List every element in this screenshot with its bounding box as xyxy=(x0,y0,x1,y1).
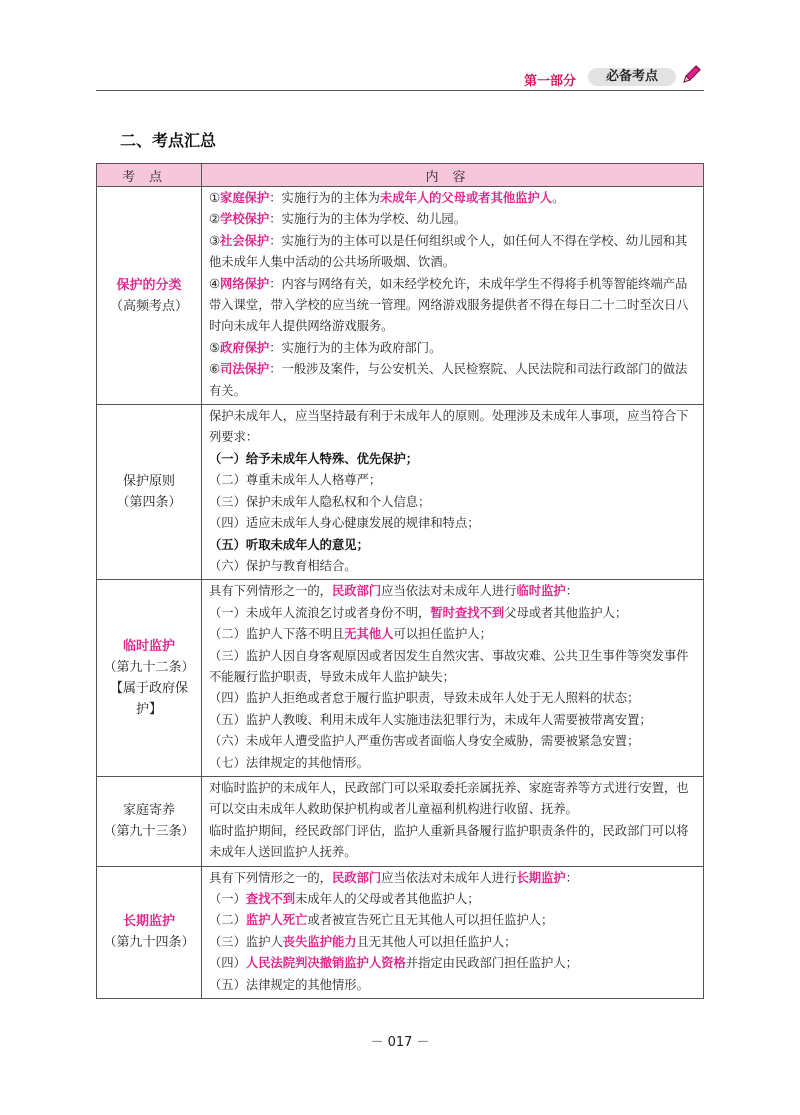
part-label: 第一部分 xyxy=(523,74,576,89)
topic-cell xyxy=(97,776,202,866)
content-cell xyxy=(202,866,704,998)
list-item: （一）未成年人流浪乞讨或者身份不明，暂时查找不到父母或者其他监护人； xyxy=(209,605,628,620)
list-item: ④网络保护：内容与网络有关，如未经学校允许，未成年学生不得将手机等智能终端产品带入课堂，带入学校的应当统一管理。网络游戏服务提供者不得在每日二十二时至次日八时向未成年人提供网络游戏服务。 xyxy=(209,276,689,334)
page-number: － 017 － xyxy=(370,1035,430,1050)
list-item: 保护未成年人，应当坚持最有利于未成年人的原则。处理涉及未成年人事项，应当符合下列要求： xyxy=(209,409,689,445)
list-item: （六）保护与教育相结合。 xyxy=(209,558,357,573)
list-item: ①家庭保护：实施行为的主体为未成年人的父母或者其他监护人。 xyxy=(209,191,565,205)
topic-subtitle: （第九十四条） xyxy=(103,935,195,951)
list-item: （六）未成年人遭受监护人严重伤害或者面临人身安全威胁，需要被紧急安置； xyxy=(209,734,640,749)
topic-cell xyxy=(97,580,202,777)
topic-cell xyxy=(97,405,202,580)
topic-title: 长期监护 xyxy=(122,914,175,930)
table-row xyxy=(97,776,704,866)
column-header-topic: 考点 xyxy=(97,164,202,187)
list-item: （三）监护人因自身客观原因或者因发生自然灾害、事故灾难、公共卫生事件等突发事件不能履行监护职责，导致未成年人监护缺失； xyxy=(209,648,689,684)
list-item: ②学校保护：实施行为的主体为学校、幼儿园。 xyxy=(209,212,466,227)
list-item: （三）保护未成年人隐私权和个人信息； xyxy=(209,494,431,509)
list-item: （二）尊重未成年人人格尊严； xyxy=(209,473,382,488)
list-item: （一）查找不到未成年人的父母或者其他监护人； xyxy=(209,892,480,906)
table-row xyxy=(97,187,704,405)
table-row xyxy=(97,866,704,998)
list-item: （二）监护人下落不明且无其他人可以担任监护人； xyxy=(209,627,492,642)
topic-cell xyxy=(97,866,202,998)
list-item: （四）适应未成年人身心健康发展的规律和特点； xyxy=(209,516,480,531)
list-item: ⑤政府保护：实施行为的主体为政府部门。 xyxy=(209,340,442,355)
list-item: （五）法律规定的其他情形。 xyxy=(209,977,369,992)
summary-table xyxy=(96,163,704,999)
list-item: （四）人民法院判决撤销监护人资格并指定由民政部门担任监护人； xyxy=(209,956,578,971)
topic-subtitle: （高频考点） xyxy=(109,298,188,314)
list-item: 具有下列情形之一的，民政部门应当依法对未成年人进行长期监护： xyxy=(209,870,578,885)
list-item: （五）听取未成年人的意见； xyxy=(209,537,369,552)
topic-title: 临时监护 xyxy=(122,639,175,655)
topic-title: 保护的分类 xyxy=(116,277,182,293)
list-item: （二）监护人死亡或者被宣告死亡且无其他人可以担任监护人； xyxy=(209,913,554,928)
list-item: （五）监护人教唆、利用未成年人实施违法犯罪行为，未成年人需要被带离安置； xyxy=(209,712,652,727)
list-item: （七）法律规定的其他情形。 xyxy=(209,755,369,770)
topic-subtitle: （第四条） xyxy=(116,495,182,511)
table-row xyxy=(97,405,704,580)
topic-cell xyxy=(97,187,202,405)
list-item: 具有下列情形之一的，民政部门应当依法对未成年人进行临时监护： xyxy=(209,584,578,599)
topic-title: 家庭寄养 xyxy=(122,803,175,819)
topic-note: 【属于政府保护】 xyxy=(109,681,188,718)
topic-subtitle: （第九十二条） xyxy=(103,660,195,676)
topic-subtitle: （第九十三条） xyxy=(103,824,195,840)
column-header-content: 内容 xyxy=(202,164,704,187)
content-cell xyxy=(202,187,704,405)
content-cell xyxy=(202,776,704,866)
table-row xyxy=(97,580,704,777)
paragraph: 临时监护期间，经民政部门评估，监护人重新具备履行监护职责条件的，民政部门可以将未成年人送回监护人抚养。 xyxy=(209,823,689,860)
content-cell xyxy=(202,405,704,580)
list-item: ③社会保护：实施行为的主体可以是任何组织或个人，如任何人不得在学校、幼儿园和其他未成年人集中活动的公共场所吸烟、饮酒。 xyxy=(209,233,688,270)
list-item: （三）监护人丧失监护能力且无其他人可以担任监护人； xyxy=(209,934,517,949)
table-header-row xyxy=(97,164,704,187)
content-cell xyxy=(202,580,704,777)
list-item: （四）监护人拒绝或者怠于履行监护职责，导致未成年人处于无人照料的状态； xyxy=(209,691,640,706)
pencil-icon xyxy=(680,62,704,86)
list-item: ⑥司法保护：一般涉及案件，与公安机关、人民检察院、人民法院和司法行政部门的做法有关。 xyxy=(209,362,688,398)
paragraph: 对临时监护的未成年人，民政部门可以采取委托亲属抚养、家庭寄养等方式进行安置，也可以交由未成年人救助保护机构或者儿童福利机构进行收留、抚养。 xyxy=(209,780,689,817)
section-badge: 必备考点 xyxy=(588,68,676,86)
section-title: 二、考点汇总 xyxy=(120,131,217,150)
list-item: （一）给予未成年人特殊、优先保护； xyxy=(209,451,419,466)
page-header xyxy=(96,62,704,91)
topic-title: 保护原则 xyxy=(122,474,175,490)
